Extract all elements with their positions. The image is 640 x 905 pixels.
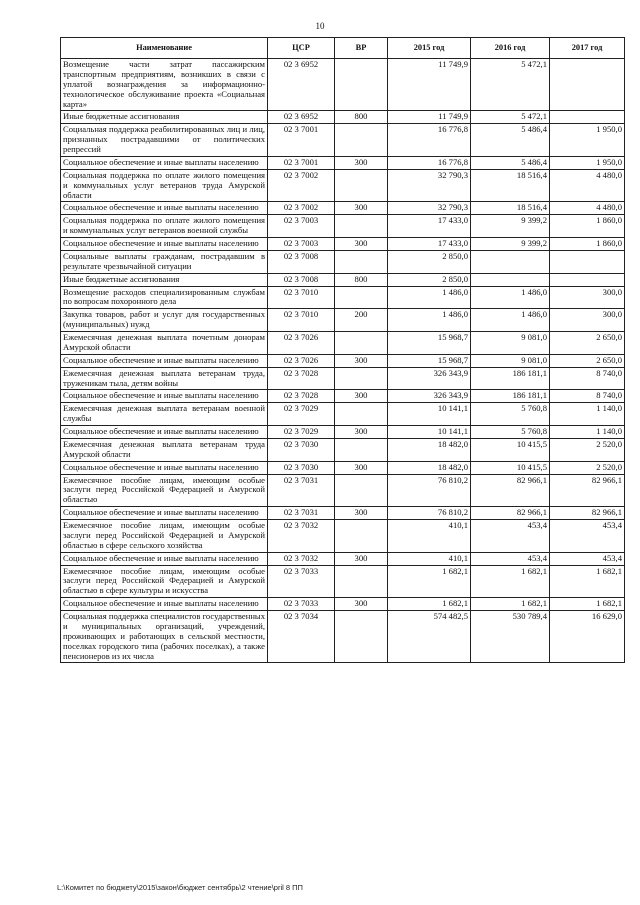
row-2015-cell: 1 682,1 (388, 598, 471, 611)
row-2016-cell: 5 486,4 (471, 156, 550, 169)
row-2017-cell (550, 59, 625, 111)
row-vr-cell: 800 (335, 111, 388, 124)
row-vr-cell: 300 (335, 426, 388, 439)
row-csr-cell: 02 3 7008 (268, 273, 335, 286)
row-2017-cell: 1 682,1 (550, 565, 625, 598)
row-name-cell: Иные бюджетные ассигнования (61, 273, 268, 286)
row-name-cell: Социальное обеспечение и иные выплаты населению (61, 598, 268, 611)
table-row (61, 565, 625, 598)
row-2017-cell: 2 520,0 (550, 461, 625, 474)
row-2015-cell: 18 482,0 (388, 461, 471, 474)
budget-table (60, 37, 625, 663)
row-2015-cell: 11 749,9 (388, 59, 471, 111)
row-vr-cell: 300 (335, 507, 388, 520)
row-name-cell: Социальная поддержка по оплате жилого помещения и коммунальных услуг ветеранов труда Амурской области (61, 169, 268, 202)
row-2017-cell: 82 966,1 (550, 507, 625, 520)
row-vr-cell (335, 565, 388, 598)
row-csr-cell: 02 3 7034 (268, 611, 335, 663)
row-2016-cell: 9 081,0 (471, 332, 550, 355)
row-2015-cell: 17 433,0 (388, 215, 471, 238)
row-2015-cell: 410,1 (388, 552, 471, 565)
table-row (61, 59, 625, 111)
row-2016-cell: 453,4 (471, 552, 550, 565)
row-csr-cell: 02 3 7001 (268, 156, 335, 169)
table-header-row (61, 38, 625, 59)
row-name-cell: Социальное обеспечение и иные выплаты населению (61, 202, 268, 215)
row-csr-cell: 02 3 7003 (268, 238, 335, 251)
row-name-cell: Социальное обеспечение и иные выплаты населению (61, 354, 268, 367)
row-2015-cell: 11 749,9 (388, 111, 471, 124)
table-row (61, 367, 625, 390)
row-csr-cell: 02 3 7033 (268, 565, 335, 598)
row-2016-cell: 10 415,5 (471, 438, 550, 461)
row-name-cell: Социальное обеспечение и иные выплаты населению (61, 461, 268, 474)
table-row (61, 215, 625, 238)
row-2016-cell: 453,4 (471, 520, 550, 553)
row-name-cell: Социальная поддержка реабилитированных лиц и лиц, признанных пострадавшими от политических репрессий (61, 124, 268, 157)
row-2016-cell: 5 760,8 (471, 426, 550, 439)
table-row (61, 202, 625, 215)
row-2016-cell: 1 682,1 (471, 598, 550, 611)
row-2017-cell (550, 273, 625, 286)
row-2015-cell: 32 790,3 (388, 202, 471, 215)
row-2016-cell: 5 472,1 (471, 111, 550, 124)
table-row (61, 273, 625, 286)
table-row (61, 354, 625, 367)
row-2017-cell: 16 629,0 (550, 611, 625, 663)
row-vr-cell (335, 215, 388, 238)
row-csr-cell: 02 3 7026 (268, 354, 335, 367)
row-csr-cell: 02 3 7003 (268, 215, 335, 238)
row-vr-cell (335, 438, 388, 461)
row-vr-cell: 300 (335, 202, 388, 215)
row-2016-cell: 9 081,0 (471, 354, 550, 367)
row-vr-cell (335, 611, 388, 663)
row-2017-cell: 2 650,0 (550, 354, 625, 367)
table-row (61, 552, 625, 565)
table-row (61, 438, 625, 461)
row-vr-cell (335, 250, 388, 273)
row-vr-cell (335, 520, 388, 553)
row-2017-cell: 1 140,0 (550, 403, 625, 426)
table-row (61, 403, 625, 426)
header-2016: 2016 год (471, 38, 550, 59)
row-2015-cell: 1 682,1 (388, 565, 471, 598)
row-csr-cell: 02 3 7033 (268, 598, 335, 611)
row-2017-cell: 453,4 (550, 520, 625, 553)
row-2016-cell (471, 273, 550, 286)
row-name-cell: Социальные выплаты гражданам, пострадавшим в результате чрезвычайной ситуации (61, 250, 268, 273)
row-2017-cell: 4 480,0 (550, 169, 625, 202)
table-row (61, 124, 625, 157)
row-name-cell: Ежемесячное пособие лицам, имеющим особые заслуги перед Российской Федерацией и Амурской областью (61, 474, 268, 507)
row-2017-cell: 453,4 (550, 552, 625, 565)
row-csr-cell: 02 3 7030 (268, 461, 335, 474)
row-csr-cell: 02 3 7032 (268, 520, 335, 553)
row-csr-cell: 02 3 7029 (268, 426, 335, 439)
row-csr-cell: 02 3 7030 (268, 438, 335, 461)
row-vr-cell: 200 (335, 309, 388, 332)
row-name-cell: Ежемесячная денежная выплата почетным донорам Амурской области (61, 332, 268, 355)
row-name-cell: Социальная поддержка специалистов государственных и муниципальных организаций, учреждений, проживающих и работающих в сельской местности, поселках городского типа (рабочих поселках), а также пенсионеров из их числа (61, 611, 268, 663)
row-name-cell: Ежемесячная денежная выплата ветеранам труда Амурской области (61, 438, 268, 461)
row-2017-cell: 1 950,0 (550, 156, 625, 169)
row-2015-cell: 10 141,1 (388, 426, 471, 439)
row-name-cell: Социальное обеспечение и иные выплаты населению (61, 238, 268, 251)
row-2016-cell: 5 760,8 (471, 403, 550, 426)
table-row (61, 286, 625, 309)
header-2017: 2017 год (550, 38, 625, 59)
row-name-cell: Ежемесячная денежная выплата ветеранам военной службы (61, 403, 268, 426)
row-2016-cell: 82 966,1 (471, 507, 550, 520)
header-vr: ВР (335, 38, 388, 59)
row-vr-cell (335, 286, 388, 309)
row-csr-cell: 02 3 7028 (268, 390, 335, 403)
row-vr-cell: 300 (335, 238, 388, 251)
table-row (61, 156, 625, 169)
row-2015-cell: 574 482,5 (388, 611, 471, 663)
row-csr-cell: 02 3 7010 (268, 309, 335, 332)
row-2015-cell: 2 850,0 (388, 273, 471, 286)
row-csr-cell: 02 3 7002 (268, 202, 335, 215)
row-2017-cell: 1 860,0 (550, 215, 625, 238)
table-row (61, 507, 625, 520)
row-2015-cell: 410,1 (388, 520, 471, 553)
row-name-cell: Социальное обеспечение и иные выплаты населению (61, 552, 268, 565)
header-2015: 2015 год (388, 38, 471, 59)
row-2016-cell: 5 486,4 (471, 124, 550, 157)
row-2017-cell: 82 966,1 (550, 474, 625, 507)
row-2015-cell: 16 776,8 (388, 156, 471, 169)
row-2017-cell: 1 140,0 (550, 426, 625, 439)
row-vr-cell (335, 332, 388, 355)
row-vr-cell (335, 169, 388, 202)
row-csr-cell: 02 3 7010 (268, 286, 335, 309)
row-2015-cell: 10 141,1 (388, 403, 471, 426)
header-csr: ЦСР (268, 38, 335, 59)
table-row (61, 309, 625, 332)
row-2016-cell: 5 472,1 (471, 59, 550, 111)
row-2016-cell: 9 399,2 (471, 215, 550, 238)
row-2015-cell: 17 433,0 (388, 238, 471, 251)
row-csr-cell: 02 3 7028 (268, 367, 335, 390)
row-vr-cell: 300 (335, 390, 388, 403)
row-2017-cell (550, 111, 625, 124)
row-vr-cell: 300 (335, 552, 388, 565)
row-2016-cell: 1 486,0 (471, 286, 550, 309)
page-number: 10 (315, 21, 325, 31)
footer-file-path: L:\Комитет по бюджету\2015\закон\бюджет сентябрь\2 чтение\pril 8 ПП (57, 883, 303, 892)
row-2017-cell (550, 250, 625, 273)
row-csr-cell: 02 3 7026 (268, 332, 335, 355)
row-2016-cell (471, 250, 550, 273)
row-2015-cell: 15 968,7 (388, 354, 471, 367)
row-csr-cell: 02 3 7008 (268, 250, 335, 273)
row-name-cell: Закупка товаров, работ и услуг для государственных (муниципальных) нужд (61, 309, 268, 332)
row-vr-cell: 300 (335, 354, 388, 367)
row-vr-cell (335, 59, 388, 111)
row-2016-cell: 1 486,0 (471, 309, 550, 332)
table-row (61, 250, 625, 273)
row-2015-cell: 76 810,2 (388, 507, 471, 520)
row-vr-cell: 300 (335, 461, 388, 474)
table-row (61, 474, 625, 507)
row-2017-cell: 1 860,0 (550, 238, 625, 251)
row-csr-cell: 02 3 7029 (268, 403, 335, 426)
row-2016-cell: 10 415,5 (471, 461, 550, 474)
row-2017-cell: 8 740,0 (550, 367, 625, 390)
row-2016-cell: 1 682,1 (471, 565, 550, 598)
row-vr-cell: 800 (335, 273, 388, 286)
row-name-cell: Ежемесячная денежная выплата ветеранам труда, труженикам тыла, детям войны (61, 367, 268, 390)
row-name-cell: Социальное обеспечение и иные выплаты населению (61, 156, 268, 169)
row-2017-cell: 300,0 (550, 286, 625, 309)
row-vr-cell (335, 474, 388, 507)
row-csr-cell: 02 3 6952 (268, 111, 335, 124)
row-2015-cell: 326 343,9 (388, 390, 471, 403)
row-csr-cell: 02 3 6952 (268, 59, 335, 111)
table-row (61, 332, 625, 355)
row-2017-cell: 8 740,0 (550, 390, 625, 403)
row-2017-cell: 300,0 (550, 309, 625, 332)
row-name-cell: Возмещение расходов специализированным службам по вопросам похоронного дела (61, 286, 268, 309)
row-2017-cell: 2 520,0 (550, 438, 625, 461)
row-csr-cell: 02 3 7031 (268, 474, 335, 507)
row-2015-cell: 15 968,7 (388, 332, 471, 355)
row-2017-cell: 1 950,0 (550, 124, 625, 157)
row-2016-cell: 18 516,4 (471, 169, 550, 202)
table-body (61, 59, 625, 663)
row-csr-cell: 02 3 7032 (268, 552, 335, 565)
row-2016-cell: 9 399,2 (471, 238, 550, 251)
row-vr-cell (335, 124, 388, 157)
row-2015-cell: 16 776,8 (388, 124, 471, 157)
row-vr-cell: 300 (335, 156, 388, 169)
table-row (61, 611, 625, 663)
row-csr-cell: 02 3 7001 (268, 124, 335, 157)
row-name-cell: Ежемесячное пособие лицам, имеющим особые заслуги перед Российской Федерацией и Амурской областью в сфере сельского хозяйства (61, 520, 268, 553)
row-2017-cell: 1 682,1 (550, 598, 625, 611)
row-2016-cell: 530 789,4 (471, 611, 550, 663)
row-2015-cell: 76 810,2 (388, 474, 471, 507)
row-name-cell: Социальная поддержка по оплате жилого помещения и коммунальных услуг ветеранов военной службы (61, 215, 268, 238)
row-name-cell: Социальное обеспечение и иные выплаты населению (61, 507, 268, 520)
row-name-cell: Иные бюджетные ассигнования (61, 111, 268, 124)
row-2015-cell: 326 343,9 (388, 367, 471, 390)
row-2015-cell: 32 790,3 (388, 169, 471, 202)
row-name-cell: Возмещение части затрат пассажирским транспортным предприятиям, возникших в связи с уплатой вознаграждения за информационно-технологическое обслуживание проекта «Социальная карта» (61, 59, 268, 111)
row-csr-cell: 02 3 7031 (268, 507, 335, 520)
row-name-cell: Социальное обеспечение и иные выплаты населению (61, 390, 268, 403)
table-row (61, 390, 625, 403)
row-vr-cell: 300 (335, 598, 388, 611)
row-2016-cell: 186 181,1 (471, 390, 550, 403)
row-2016-cell: 18 516,4 (471, 202, 550, 215)
table-row (61, 169, 625, 202)
row-2016-cell: 82 966,1 (471, 474, 550, 507)
row-vr-cell (335, 403, 388, 426)
header-name: Наименование (61, 38, 268, 59)
table-row (61, 238, 625, 251)
row-name-cell: Социальное обеспечение и иные выплаты населению (61, 426, 268, 439)
row-2015-cell: 1 486,0 (388, 309, 471, 332)
row-2017-cell: 4 480,0 (550, 202, 625, 215)
row-2016-cell: 186 181,1 (471, 367, 550, 390)
row-2015-cell: 1 486,0 (388, 286, 471, 309)
row-2015-cell: 2 850,0 (388, 250, 471, 273)
row-vr-cell (335, 367, 388, 390)
table-row (61, 426, 625, 439)
row-2015-cell: 18 482,0 (388, 438, 471, 461)
table-row (61, 598, 625, 611)
row-name-cell: Ежемесячное пособие лицам, имеющим особые заслуги перед Российской Федерацией и Амурской областью в сфере культуры и искусства (61, 565, 268, 598)
table-row (61, 111, 625, 124)
table-row (61, 461, 625, 474)
row-csr-cell: 02 3 7002 (268, 169, 335, 202)
row-2017-cell: 2 650,0 (550, 332, 625, 355)
table-row (61, 520, 625, 553)
